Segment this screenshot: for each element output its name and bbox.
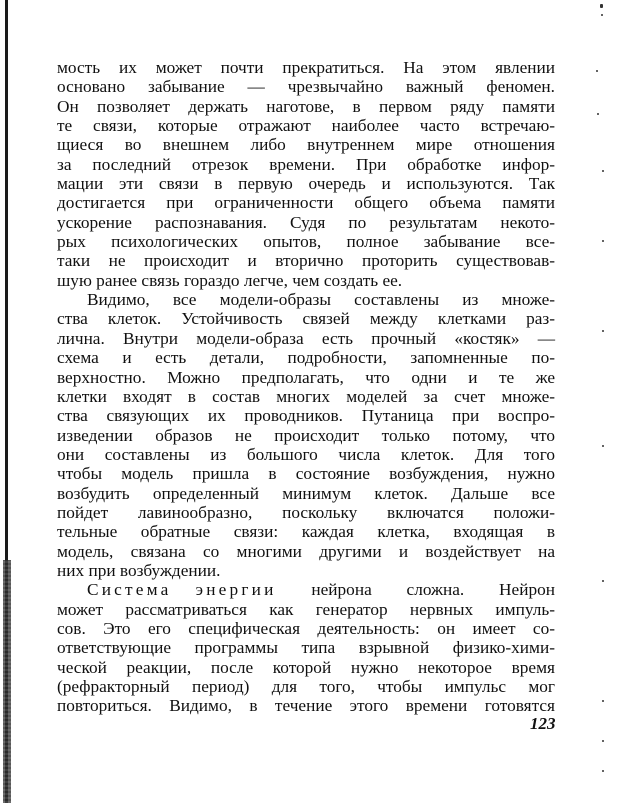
text-line: ства связующих их проводников. Путаница при воспро- [57,406,555,426]
book-spine-shadow [3,560,11,803]
text-line: достигается при ограниченности общего объема памяти [57,193,555,213]
text-line: лична. Внутри модели-образа есть прочный «костяк» — [57,328,555,348]
paragraph-3 [57,580,555,715]
text-line: Видимо, все модели-образы составлены из множе- [87,290,555,310]
text-line: повториться. Видимо, в течение этого времени готовятся [57,696,555,716]
spaced-emphasis: Система энергии [87,580,277,600]
scan-speck [602,330,604,332]
text-line: схема и есть детали, подробности, запомненные по- [57,348,555,368]
text-line: ческой реакции, после которой нужно некоторое время [57,657,555,677]
scan-speck [602,445,604,447]
scan-speck [602,740,604,742]
text-line: Он позволяет держать наготове, в первом ряду памяти [57,96,555,116]
page-body [57,58,555,716]
text-line: ускорение распознавания. Судя по результатам некото- [57,212,555,232]
text-line: тельные обратные связи: каждая клетка, входящая в [57,522,555,542]
text-line: шую ранее связь гораздо легче, чем создать ее. [57,270,403,290]
text-line: они составлены из большого числа клеток. Для того [57,444,555,464]
text-run: нейрона сложна. Нейрон [276,580,555,600]
text-line: ответствующие программы типа взрывной физико-хими- [57,638,555,658]
scan-speck [597,113,599,115]
text-line: щиеся во внешнем либо внутреннем мире отношения [57,135,555,155]
scan-speck [602,240,604,242]
text-line: возбудить определенный минимум клеток. Дальше все [57,483,555,503]
text-line: может рассматриваться как генератор нервных импуль- [57,599,555,619]
text-line [57,580,555,599]
scan-speck [602,700,604,702]
text-line: пойдет лавинообразно, поскольку включатся положи- [57,502,555,522]
scan-speck [602,580,604,582]
scan-speck [602,170,604,172]
text-line: мации эти связи в первую очередь и используются. Так [57,174,555,194]
text-line: те связи, которые отражают наиболее часто встречаю- [57,116,555,136]
text-line: мость их может почти прекратиться. На этом явлении [57,58,555,77]
scan-speck [596,70,598,72]
scan-speck [602,770,604,772]
text-line: сов. Это его специфическая деятельность: он имеет со- [57,618,555,638]
scan-specks [596,0,608,803]
text-line: чтобы модель пришла в состояние возбуждения, нужно [57,464,555,484]
text-line: верхностно. Можно предполагать, что одни и те же [57,367,555,387]
page-number: 123 [530,714,556,733]
text-line: ства клеток. Устойчивость связей между клетками раз- [57,309,555,329]
text-line: основано забывание — чрезвычайно важный феномен. [57,77,555,97]
paragraph-1 [57,58,555,290]
text-line: изведении образов не происходит только потому, что [57,425,555,445]
text-line: модель, связана со многими другими и воздействует на [57,541,555,561]
text-line: них при возбуждении. [57,560,221,580]
text-line: (рефракторный период) для того, чтобы импульс мог [57,677,555,696]
paragraph-2 [57,290,555,580]
scan-speck [600,4,603,8]
text-line: рых психологических опытов, полное забывание все- [57,232,555,252]
text-line: клетки входят в состав многих моделей за счет множе- [57,386,555,406]
scan-speck [601,14,603,16]
text-line: за последний отрезок времени. При обработке инфор- [57,154,555,174]
text-line: таки не происходит и вторично проторить существовав- [57,251,555,271]
